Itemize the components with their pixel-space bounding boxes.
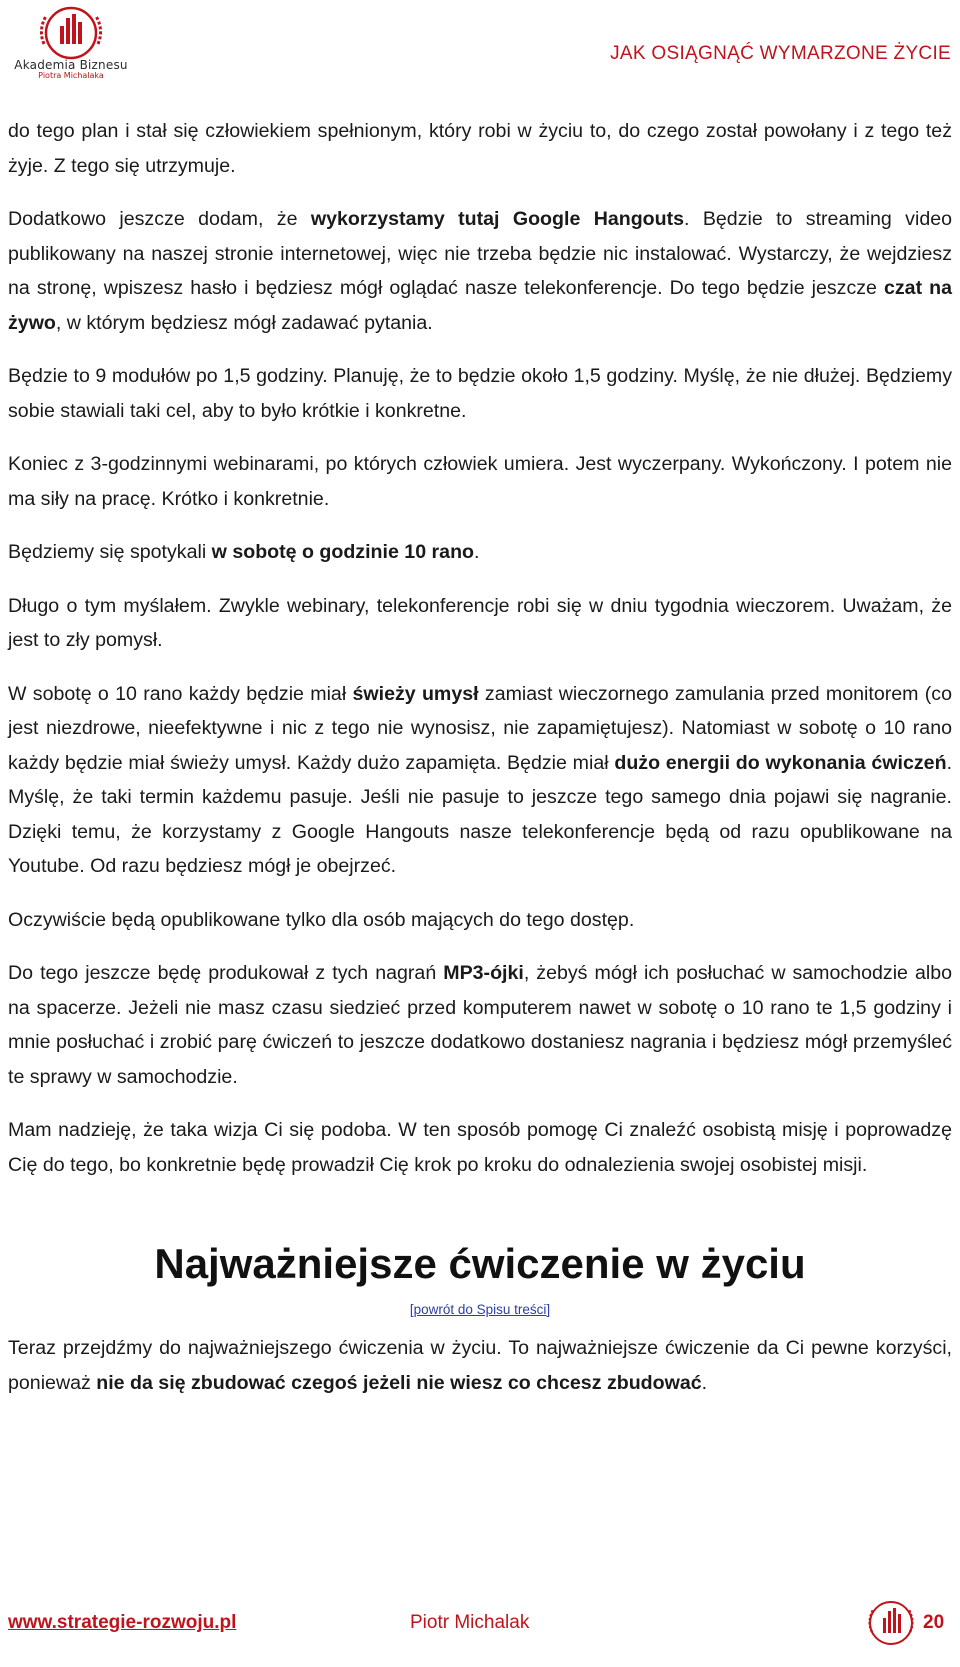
text-segment: Oczywiście będą opublikowane tylko dla osób mających do tego dostęp. — [8, 908, 635, 931]
text-segment: Mam nadzieję, że taka wizja Ci się podoba. W ten sposób pomogę Ci znaleźć osobistą misję i poprowadzę Cię do tego, bo konkretnie będę prowadził Cię krok po kroku do odnalezienia swojej osobistej misji. — [8, 1119, 952, 1176]
running-header-title: JAK OSIĄGNĄĆ WYMARZONE ŻYCIE — [610, 43, 951, 64]
text-segment: , żebyś mógł ich posłuchać w samochodzie albo na spacerze. Jeżeli nie masz czasu siedzieć przed komputerem nawet w sobotę o 10 rano te 1,5 godziny i mnie posłuchać i zrobić parę ćwiczeń to jeszcze dodatkowo dostaniesz nagrania i będziesz mógł przemyśleć te sprawy w samochodzie. — [8, 962, 953, 1088]
text-segment: Teraz przejdźmy do najważniejszego ćwiczenia w życiu. To najważniejsze ćwiczenie da Ci pewne korzyści, ponieważ — [8, 1337, 952, 1394]
bold-text-segment: nie da się zbudować czegoś jeżeli nie wiesz co chcesz zbudować — [96, 1371, 702, 1394]
text-segment: Długo o tym myślałem. Zwykle webinary, telekonferencje robi się w dniu tygodnia wieczorem. Uważam, że jest to zły pomysł. — [8, 594, 952, 651]
text-segment: . — [474, 541, 480, 563]
body-paragraph — [8, 447, 952, 516]
body-paragraph — [8, 114, 952, 183]
bold-text-segment: świeży umysł — [352, 682, 479, 705]
section-heading: Najważniejsze ćwiczenie w życiu — [154, 1240, 806, 1287]
text-segment: Będzie to 9 modułów po 1,5 godziny. Planuję, że to będzie około 1,5 godziny. Myślę, że nie dłużej. Będziemy sobie stawiali taki cel, aby to było krótkie i konkretne. — [8, 365, 952, 422]
body-paragraph — [8, 677, 952, 884]
final-paragraph — [8, 1331, 952, 1400]
footer-website-link[interactable]: www.strategie-rozwoju.pl — [8, 1612, 237, 1633]
footer-logo-icon — [866, 1598, 916, 1648]
text-segment: zamiast wieczornego zamulania przed monitorem (co jest niezdrowe, nieefektywne i nic z tego nie wynosisz, nie zapamiętujesz). Natomiast w sobotę o 10 rano każdy będzie miał świeży umysł. Każdy dużo zapamięta. Będzie miał — [8, 682, 952, 774]
logo-name: Akademia Biznesu — [14, 58, 128, 72]
bold-text-segment: czat na żywo — [8, 277, 952, 334]
text-segment: . Będzie to streaming video publikowany na naszej stronie internetowej, więc nie trzeba będzie nic instalować. Wystarczy, że wejdziesz na stronę, wpiszesz hasło i będziesz mógł oglądać nasze telekonferencje. Do tego będzie jeszcze — [8, 208, 953, 299]
text-segment: Koniec z 3-godzinnymi webinarami, po których człowiek umiera. Jest wyczerpany. Wykończony. I potem nie ma siły na pracę. Krótko i konkretnie. — [8, 453, 952, 510]
footer-author: Piotr Michalak — [410, 1612, 530, 1633]
page-number: 20 — [923, 1612, 945, 1633]
akademia-biznesu-logo — [6, 4, 136, 86]
back-to-toc-link[interactable]: [powrót do Spisu treści] — [409, 1302, 551, 1317]
text-segment: . Myślę, że taki termin każdemu pasuje. Jeśli nie pasuje to jeszcze tego samego dnia pojawi się nagranie. Dzięki temu, że korzystamy z Google Hangouts nasze telekonferencje będą od razu opublikowane na Youtube. Od razu będziesz mógł je obejrzeć. — [8, 751, 953, 877]
body-paragraph — [8, 359, 952, 428]
body-paragraph — [8, 903, 952, 938]
text-segment: Do tego jeszcze będę produkował z tych nagrań — [8, 962, 444, 984]
text-segment: W sobotę o 10 rano każdy będzie miał — [8, 682, 353, 705]
body-paragraph — [8, 202, 952, 340]
paragraph-list — [8, 114, 952, 1182]
text-segment: , w którym będziesz mógł zadawać pytania. — [55, 311, 433, 334]
text-segment: do tego plan i stał się człowiekiem spełnionym, który robi w życiu to, do czego został powołany i z tego też żyje. Z tego się utrzymuje. — [8, 120, 952, 177]
bold-text-segment: dużo energii do wykonania ćwiczeń — [614, 751, 947, 774]
bold-text-segment: MP3-ójki — [443, 962, 524, 984]
page-footer — [0, 1598, 960, 1658]
laurel-logo-icon — [36, 4, 106, 62]
body-paragraph — [8, 956, 952, 1094]
body-paragraph — [8, 535, 952, 570]
logo-subtitle: Piotra Michalaka — [38, 71, 104, 80]
body-paragraph — [8, 1113, 952, 1182]
bold-text-segment: w sobotę o godzinie 10 rano — [211, 541, 475, 563]
document-body — [8, 114, 952, 1419]
bold-text-segment: wykorzystamy tutaj Google Hangouts — [310, 208, 685, 230]
text-segment: . — [701, 1371, 708, 1394]
text-segment: Będziemy się spotykali — [8, 541, 212, 563]
text-segment: Dodatkowo jeszcze dodam, że — [8, 208, 311, 230]
body-paragraph — [8, 589, 952, 658]
